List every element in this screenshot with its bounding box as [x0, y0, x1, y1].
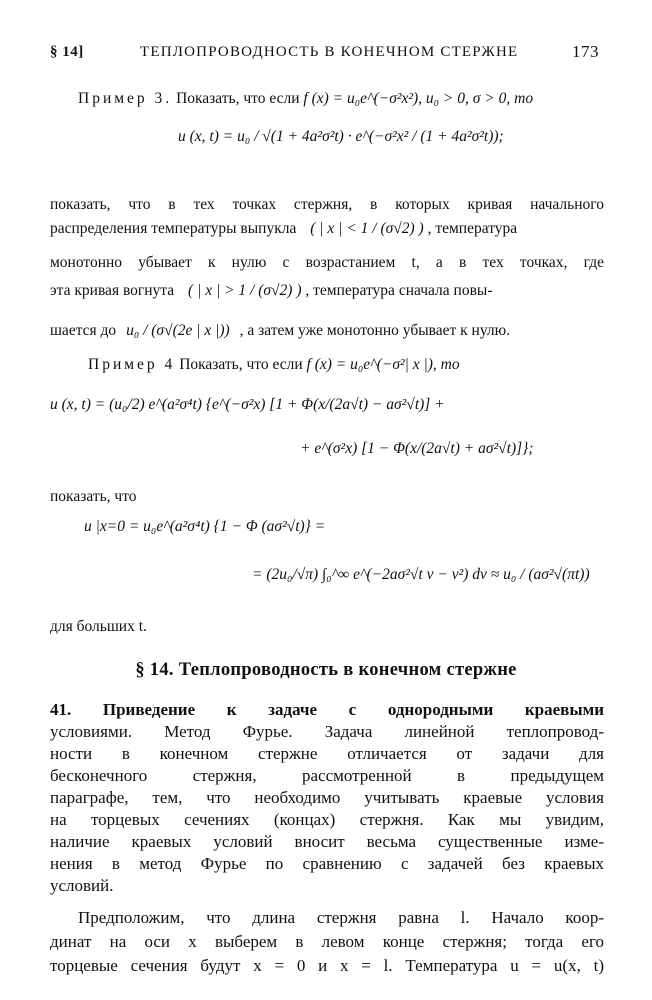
example4-formula-line3: u |x=0 = u₀e^(a²σ⁴t) {1 − Φ (aσ²√t)} =: [84, 518, 326, 535]
para41-line-5: параграфе, тем, что необходимо учитывать краевые условия: [50, 788, 604, 807]
para41-line-6: на торцевых сечениях (концах) стержня. Как мы увидим,: [50, 810, 604, 829]
example3-convex-tail: , температура: [427, 220, 518, 237]
para2-line-1: Предположим, что длина стержня равна l. Начало коор-: [78, 908, 604, 927]
example4-show: показать, что: [50, 488, 137, 505]
example3-condition: f (x) = u₀e^(−σ²x²), u₀ > 0, σ > 0, то: [303, 90, 534, 107]
example3-line-2: [50, 220, 604, 238]
example3-line-3: монотонно убывает к нулю с возрастанием t, а в тех точках, где: [50, 254, 604, 271]
example4-formula-line1: u (x, t) = (u₀/2) e^(a²σ⁴t) {e^(−σ²x) [1 + Φ(x/(2a√t) − aσ²√t)] +: [50, 396, 445, 413]
para41-line-2: условиями. Метод Фурье. Задача линейной теплопровод-: [50, 722, 604, 741]
example3-intro-text: Показать, что если: [176, 90, 300, 107]
para41-line-1: 41. Приведение к задаче с однородными краевыми: [50, 700, 604, 719]
example3-concave-text: эта кривая вогнута: [50, 282, 175, 299]
example3-line-4: [50, 282, 604, 300]
example3-concave-condition: ( | x | > 1 / (σ√2) ): [188, 282, 302, 299]
example4-intro: [88, 356, 604, 374]
example4-tail: для больших t.: [50, 618, 147, 635]
example4-intro-text: Показать, что если: [179, 356, 303, 373]
example4-formula-line4: = (2u₀/√π) ∫₀^∞ e^(−2aσ²√t ν − ν²) dν ≈ u₀ / (aσ²√(πt)): [252, 566, 590, 583]
example3-concave-tail: , температура сначала повы-: [305, 282, 493, 299]
para2-line-2: динат на оси x выберем в левом конце стержня; тогда его: [50, 932, 604, 951]
para2-line-3: торцевые сечения будут x = 0 и x = l. Температура u = u(x, t): [50, 956, 604, 975]
example3-line-5: [50, 322, 604, 340]
header-title: ТЕПЛОПРОВОДНОСТЬ В КОНЕЧНОМ СТЕРЖНЕ: [140, 44, 519, 60]
page-number: 173: [572, 42, 599, 61]
para41-line-8: нения в метод Фурье по сравнению с задачей без краевых: [50, 854, 604, 873]
example3-intro: [78, 90, 604, 108]
section-heading: § 14. Теплопроводность в конечном стержне: [135, 660, 517, 680]
example3-max-value: u₀ / (σ√(2e | x |)): [126, 322, 230, 339]
example3-rise-text: шается до: [50, 322, 117, 339]
example3-convex-text: распределения температуры выпукла: [50, 220, 297, 237]
example3-label: Пример 3.: [78, 90, 173, 107]
example3-formula: u (x, t) = u₀ / √(1 + 4a²σ²t) · e^(−σ²x² / (1 + 4a²σ²t));: [178, 128, 504, 145]
header-section-number: § 14]: [50, 44, 84, 60]
para41-line-7: наличие краевых условий вносит весьма существенные изме-: [50, 832, 604, 851]
para41-line-4: бесконечного стержня, рассмотренной в предыдущем: [50, 766, 604, 785]
para41-line-9: условий.: [50, 876, 114, 895]
example3-convex-condition: ( | x | < 1 / (σ√2) ): [310, 220, 424, 237]
example4-formula-line2: + e^(σ²x) [1 − Φ(x/(2a√t) + aσ²√t)]};: [300, 440, 534, 457]
example3-rise-tail: , а затем уже монотонно убывает к нулю.: [239, 322, 511, 339]
example3-line-1: показать, что в тех точках стержня, в которых кривая начального: [50, 196, 604, 213]
example4-label: Пример 4: [88, 356, 176, 373]
example4-condition: f (x) = u₀e^(−σ²| x |), то: [306, 356, 460, 373]
para41-line-3: ности в конечном стержне отличается от задачи для: [50, 744, 604, 763]
